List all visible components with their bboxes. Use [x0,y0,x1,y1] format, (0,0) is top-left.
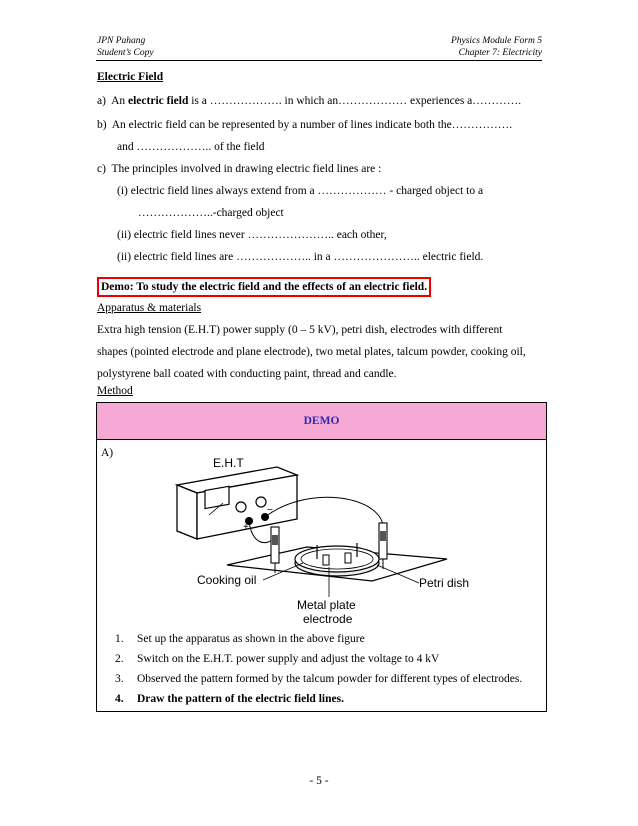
header-copy-type: Student’s Copy [97,48,154,58]
method-heading: Method [97,385,133,397]
electrode-label: electrode [303,612,353,626]
item-b-label: b) [97,119,107,131]
demo-title: Demo: To study the electric field and the effects of an electric field. [97,277,431,297]
metal-plate-label: Metal plate [297,598,356,612]
step-2: 2. Switch on the E.H.T. power supply and adjust the voltage to 4 kV [115,653,440,665]
item-b-text: An electric field can be represented by a number of lines indicate both the……………. [111,119,513,131]
header-chapter: Chapter 7: Electricity [458,48,542,58]
svg-text:−: − [267,505,273,516]
item-a-bold: electric field [128,95,189,107]
header-school: JPN Pahang [97,36,146,46]
apparatus-diagram [157,455,477,627]
eht-label: E.H.T [213,456,244,470]
step-1: 1. Set up the apparatus as shown in the above figure [115,633,365,645]
demo-table [96,402,547,712]
demo-table-header: DEMO [97,403,546,440]
item-a-post: is a ………………. in which an……………… experiences a…………. [188,95,522,107]
item-a-pre: An [111,95,128,107]
step-4: 4. Draw the pattern of the electric field lines. [115,693,344,705]
petri-dish-label: Petri dish [419,576,470,590]
item-c-iii: (ii) electric field lines are ……………….. in a ………………….. electric field. [117,251,484,263]
header-right [451,35,542,59]
item-b-line1 [97,119,512,131]
item-c-text: The principles involved in drawing electric field lines are : [111,163,382,175]
section-title: Electric Field [97,71,164,83]
item-c [97,163,381,175]
section-a-label: A) [101,447,114,459]
header-module: Physics Module Form 5 [450,36,542,46]
header-left [97,35,154,59]
apparatus-heading: Apparatus & materials [97,302,202,314]
item-a-label: a) [97,95,106,107]
header-divider [96,60,542,61]
item-c-i-line1: (i) electric field lines always extend from a ……………… - charged object to a [117,185,484,197]
apparatus-line3: polystyrene ball coated with conducting paint, thread and candle. [97,368,397,380]
item-a [97,95,521,107]
step-3: 3. Observed the pattern formed by the talcum powder for different types of electrodes. [115,673,523,685]
apparatus-line2: shapes (pointed electrode and plane electrode), two metal plates, talcum powder, cooking oil, [97,346,526,358]
item-c-i-line2: ………………..-charged object [138,207,284,219]
cooking-oil-label: Cooking oil [197,573,257,587]
page-number: - 5 - [309,775,329,787]
apparatus-line1: Extra high tension (E.H.T) power supply (0 – 5 kV), petri dish, electrodes with different [97,324,503,336]
item-b-line2: and ……………….. of the field [117,141,265,153]
svg-text:+: + [243,522,249,533]
item-c-ii: (ii) electric field lines never ………………….. each other, [117,229,387,241]
item-c-label: c) [97,163,106,175]
